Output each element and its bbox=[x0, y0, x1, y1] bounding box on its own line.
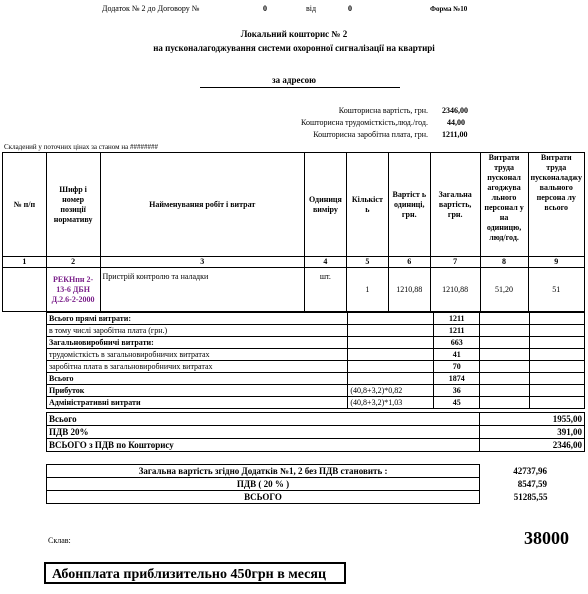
col-header-total: Загальна вартість, грн. bbox=[430, 153, 480, 257]
grand-label: ВСЬОГО bbox=[47, 491, 480, 504]
cost-row bbox=[47, 373, 585, 385]
item-unit: шт. bbox=[304, 268, 346, 312]
col-number: 6 bbox=[388, 257, 430, 268]
cost-label: Загальновиробничі витрати: bbox=[47, 337, 348, 349]
cost-formula bbox=[348, 361, 434, 373]
grand-value: 51285,55 bbox=[513, 492, 548, 502]
col-number: 8 bbox=[480, 257, 528, 268]
total-row bbox=[47, 439, 585, 452]
form-label: Форма №10 bbox=[430, 5, 468, 13]
table-header-row bbox=[3, 153, 585, 257]
cost-row bbox=[47, 337, 585, 349]
cost-label: Всього bbox=[47, 373, 348, 385]
total-value: 1955,00 bbox=[480, 413, 585, 426]
from-label: від bbox=[306, 4, 317, 13]
col-header-qty: Кількіст ь bbox=[346, 153, 388, 257]
subscription-note: Абонплата приблизительно 450грн в месяц bbox=[44, 562, 346, 584]
from-value: 0 bbox=[348, 4, 352, 13]
item-labor-total: 51 bbox=[528, 268, 585, 312]
cost-row bbox=[47, 325, 585, 337]
cost-label: Всього прямі витрати: bbox=[47, 313, 348, 325]
cost-formula bbox=[348, 325, 434, 337]
item-code: РЕКНпн 2-13-6 ДБН Д.2.6-2-2000 bbox=[46, 268, 100, 312]
cost-label: в тому числі заробітна плата (грн.) bbox=[47, 325, 348, 337]
col-number: 5 bbox=[346, 257, 388, 268]
cost-row bbox=[47, 361, 585, 373]
empty-cell bbox=[480, 337, 530, 349]
contract-number: 0 bbox=[263, 4, 267, 13]
cost-value: 1874 bbox=[434, 373, 480, 385]
grand-row bbox=[47, 465, 550, 478]
cost-label: Адміністративні витрати bbox=[47, 397, 348, 409]
warehouse-value: 38000 bbox=[524, 528, 569, 548]
item-total: 1210,88 bbox=[430, 268, 480, 312]
cost-value: 45 bbox=[434, 397, 480, 409]
total-label: ВСЬОГО з ПДВ по Кошторису bbox=[47, 439, 480, 452]
cost-row bbox=[47, 385, 585, 397]
empty-cell bbox=[530, 361, 585, 373]
cost-row bbox=[47, 397, 585, 409]
cost-label: заробітна плата в загальновиробничих витратах bbox=[47, 361, 348, 373]
cost-label: Прибуток bbox=[47, 385, 348, 397]
total-row bbox=[47, 413, 585, 426]
col-header-unit: Одиниця виміру bbox=[304, 153, 346, 257]
address-line bbox=[200, 87, 400, 88]
item-name: Пристрій контролю та наладки bbox=[100, 268, 304, 312]
summary-salary-label: Кошторисна заробітна плата, грн. bbox=[313, 130, 428, 139]
table-row bbox=[3, 268, 585, 312]
total-label: Всього bbox=[47, 413, 480, 426]
cost-breakdown-table bbox=[46, 312, 585, 409]
cost-formula bbox=[348, 313, 434, 325]
col-header-code: Шифр і номер позиції нормативу bbox=[46, 153, 100, 257]
total-value: 2346,00 bbox=[480, 439, 585, 452]
totals-table bbox=[46, 412, 585, 452]
address-label: за адресою bbox=[272, 75, 316, 85]
empty-cell bbox=[530, 325, 585, 337]
grand-label: ПДВ ( 20 % ) bbox=[47, 478, 480, 491]
prices-note: Складений у поточних цінах за станом на ######## bbox=[4, 143, 158, 151]
estimate-subtitle: на пусконалагоджування системи охоронної сигналізації на квартирі bbox=[153, 43, 435, 53]
empty-cell bbox=[480, 313, 530, 325]
total-value: 391,00 bbox=[480, 426, 585, 439]
col-header-labor-unit: Витрати труда пусконал агоджува льного персонал у на одиницю, люд/год. bbox=[480, 153, 528, 257]
cost-value: 663 bbox=[434, 337, 480, 349]
total-row bbox=[47, 426, 585, 439]
empty-cell bbox=[480, 361, 530, 373]
empty-cell bbox=[480, 385, 530, 397]
grand-label: Загальна вартість згідно Додатків №1, 2 без ПДВ становить : bbox=[47, 465, 480, 478]
empty-cell bbox=[480, 397, 530, 409]
estimate-title: Локальний кошторис № 2 bbox=[240, 29, 348, 39]
col-number-row bbox=[3, 257, 585, 268]
grand-row bbox=[47, 478, 550, 491]
empty-cell bbox=[530, 337, 585, 349]
cost-value: 1211 bbox=[434, 325, 480, 337]
item-number-cell bbox=[3, 268, 47, 312]
col-header-name: Найменування робіт і витрат bbox=[100, 153, 304, 257]
col-header-unit-price: Вартіст ь одиниці, грн. bbox=[388, 153, 430, 257]
grand-value: 8547,59 bbox=[517, 479, 547, 489]
grand-total-table bbox=[46, 464, 550, 504]
col-number: 4 bbox=[304, 257, 346, 268]
item-unit-price: 1210,88 bbox=[388, 268, 430, 312]
empty-cell bbox=[530, 385, 585, 397]
cost-value: 70 bbox=[434, 361, 480, 373]
addendum-label: Додаток № 2 до Договору № bbox=[102, 4, 200, 13]
empty-cell bbox=[530, 373, 585, 385]
grand-row bbox=[47, 491, 550, 504]
summary-labor-label: Кошторисна трудомісткість,люд./год. bbox=[301, 118, 428, 127]
cost-row bbox=[47, 313, 585, 325]
col-number: 9 bbox=[528, 257, 585, 268]
warehouse-label: Склав: bbox=[48, 536, 71, 545]
cost-value: 36 bbox=[434, 385, 480, 397]
empty-cell bbox=[480, 373, 530, 385]
summary-cost-value: 2346,00 bbox=[442, 106, 468, 115]
empty-cell bbox=[480, 325, 530, 337]
estimate-table bbox=[2, 152, 585, 312]
summary-salary-value: 1211,00 bbox=[442, 130, 468, 139]
cost-formula bbox=[348, 373, 434, 385]
cost-label: трудомісткість в загальновиробничих витратах bbox=[47, 349, 348, 361]
empty-cell bbox=[530, 349, 585, 361]
cost-value: 41 bbox=[434, 349, 480, 361]
cost-formula: (40,8+3,2)*0,82 bbox=[348, 385, 434, 397]
empty-cell bbox=[480, 349, 530, 361]
summary-labor-value: 44,00 bbox=[447, 118, 465, 127]
item-labor-unit: 51,20 bbox=[480, 268, 528, 312]
col-number: 3 bbox=[100, 257, 304, 268]
cost-row bbox=[47, 349, 585, 361]
col-number: 7 bbox=[430, 257, 480, 268]
cost-formula bbox=[348, 337, 434, 349]
grand-value: 42737,96 bbox=[513, 466, 547, 476]
empty-cell bbox=[530, 313, 585, 325]
col-number: 2 bbox=[46, 257, 100, 268]
cost-formula bbox=[348, 349, 434, 361]
total-label: ПДВ 20% bbox=[47, 426, 480, 439]
cost-value: 1211 bbox=[434, 313, 480, 325]
item-qty: 1 bbox=[346, 268, 388, 312]
col-header-number: № п/п bbox=[3, 153, 47, 257]
col-number: 1 bbox=[3, 257, 47, 268]
empty-cell bbox=[530, 397, 585, 409]
cost-formula: (40,8+3,2)*1,03 bbox=[348, 397, 434, 409]
col-header-labor-total: Витрати труда пусконаладжу вального персона лу всього bbox=[528, 153, 585, 257]
summary-cost-label: Кошторисна вартість, грн. bbox=[338, 106, 428, 115]
